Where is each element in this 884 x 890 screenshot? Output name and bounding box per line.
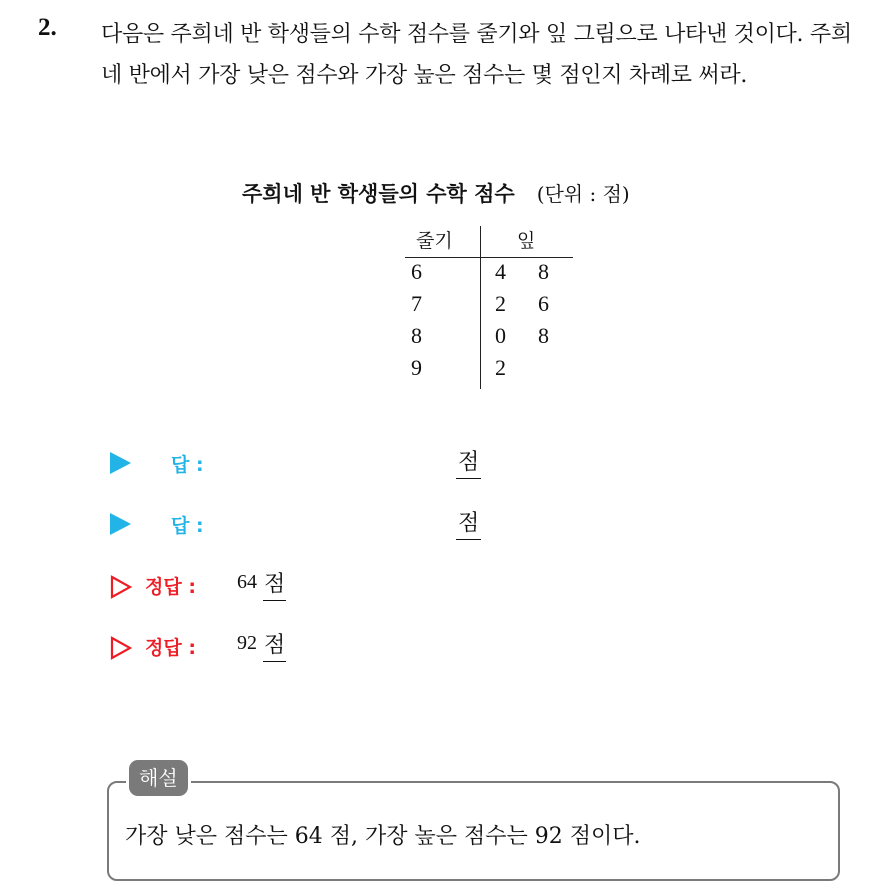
- answer-label: 답 :: [171, 454, 204, 476]
- stem-header: 줄기: [416, 230, 453, 252]
- correct-answer-line-1: [110, 570, 530, 606]
- answer-blank[interactable]: 점: [456, 509, 481, 540]
- correct-unit: 점: [263, 570, 286, 601]
- answer-line-2: [110, 509, 530, 545]
- question-number: 2.: [38, 14, 57, 41]
- leaf-value: 8: [538, 323, 549, 348]
- header-divider: [405, 257, 573, 258]
- stem-value: 9: [411, 355, 422, 380]
- stem-leaf-row: [405, 355, 575, 387]
- table-title: 주희네 반 학생들의 수학 점수: [242, 181, 515, 206]
- table-unit: (단위 : 점): [536, 182, 630, 206]
- answer-label: 답 :: [171, 515, 204, 537]
- correct-arrow-icon: [110, 636, 132, 660]
- table-caption: [242, 178, 630, 208]
- correct-unit: 점: [263, 631, 286, 662]
- leaf-value: 8: [538, 259, 549, 284]
- correct-answer-line-2: [110, 631, 530, 667]
- stem-value: 6: [411, 259, 422, 284]
- correct-value: 64: [237, 571, 257, 593]
- answer-arrow-icon: [110, 513, 131, 535]
- stem-leaf-plot: [405, 226, 575, 391]
- correct-label: 정답 :: [145, 576, 196, 598]
- leaf-value: 2: [495, 355, 506, 380]
- explanation-box: [107, 766, 840, 881]
- stem-leaf-row: [405, 291, 575, 323]
- question-text: 다음은 주희네 반 학생들의 수학 점수를 줄기와 잎 그림으로 나타낸 것이다. 주희네 반에서 가장 낮은 점수와 가장 높은 점수는 몇 점인지 차례로 써라.: [101, 22, 852, 88]
- leaf-value: 0: [495, 323, 506, 348]
- leaf-value: 2: [495, 291, 506, 316]
- leaf-value: 4: [495, 259, 506, 284]
- stem-value: 7: [411, 291, 422, 316]
- stem-leaf-row: [405, 323, 575, 355]
- answer-blank[interactable]: 점: [456, 448, 481, 479]
- stem-value: 8: [411, 323, 422, 348]
- leaf-value: 6: [538, 291, 549, 316]
- correct-label: 정답 :: [145, 637, 196, 659]
- explanation-tag: 해설: [129, 760, 188, 796]
- answer-line-1: [110, 448, 530, 484]
- correct-arrow-icon: [110, 575, 132, 599]
- answer-arrow-icon: [110, 452, 131, 474]
- leaf-header: 잎: [517, 230, 536, 252]
- stem-leaf-row: [405, 259, 575, 291]
- correct-value: 92: [237, 632, 257, 654]
- explanation-text: 가장 낮은 점수는 64 점, 가장 높은 점수는 92 점이다.: [125, 824, 641, 849]
